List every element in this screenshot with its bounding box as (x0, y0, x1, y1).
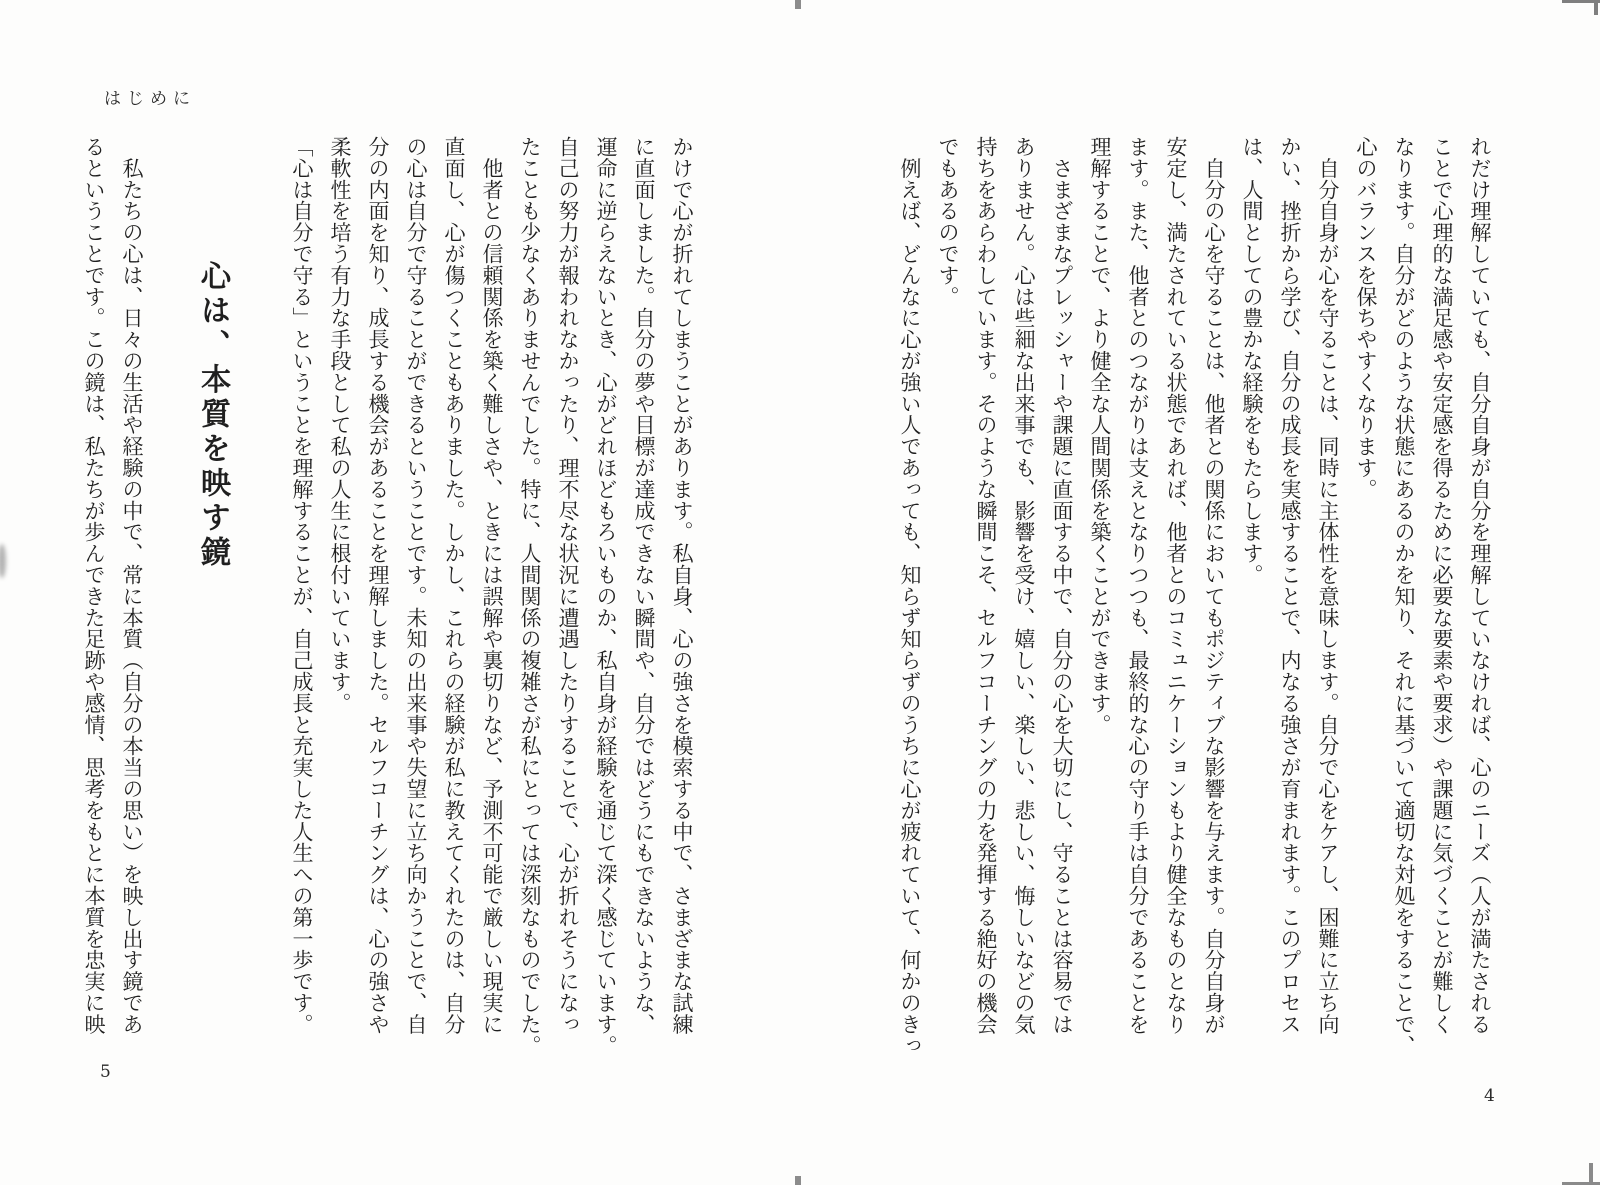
text-column: ことで心理的な満足感や安定感を得るために必要な要素や要求）や課題に気づくことが難しく (1430, 136, 1454, 1035)
text-column: 他者との信頼関係を築く難しさや、ときには誤解や裏切りなど、予測不可能で厳しい現実に (480, 136, 504, 1035)
text-column: ありません。心は些細な出来事でも、影響を受け、嬉しい、楽しい、悲しい、悔しいなどの気 (1012, 136, 1036, 1035)
text-column: れだけ理解していても、自分自身が自分を理解していなければ、心のニーズ（人が満たされる (1468, 136, 1492, 1035)
text-column: 例えば、どんなに心が強い人であっても、知らず知らずのうちに心が疲れていて、何かのきっ (898, 136, 922, 1057)
text-column: たことも少なくありませんでした。特に、人間関係の複雑さが私にとっては深刻なものでした。 (518, 136, 542, 1057)
text-column: 自己の努力が報われなかったり、理不尽な状況に遭遇したりすることで、心が折れそうになっ (556, 136, 580, 1035)
text-column: 安定し、満たされている状態であれば、他者とのコミュニケーションもより健全なものとなり (1164, 136, 1188, 1035)
running-header: はじめに (104, 89, 196, 109)
text-column: なります。自分がどのような状態にあるのかを知り、それに基づいて適切な対処をすることで、 (1392, 136, 1416, 1057)
text-column: でもあるのです。 (936, 136, 960, 308)
text-column: るということです。この鏡は、私たちが歩んできた足跡や感情、思考をもとに本質を忠実に映 (82, 136, 106, 1035)
text-column: かけで心が折れてしまうことがあります。私自身、心の強さを模索する中で、さまざまな試練 (670, 136, 694, 1035)
page-number-right: 4 (1484, 1086, 1495, 1106)
crop-mark-top-center (795, 0, 801, 9)
text-column: 分の内面を知り、成長する機会があることを理解しました。セルフコーチングは、心の強さや (366, 136, 390, 1035)
text-column: 理解することで、より健全な人間関係を築くことができます。 (1088, 136, 1112, 736)
page-4-text-block (891, 136, 1499, 1056)
text-column: 自分の心を守ることは、他者との関係においてもポジティブな影響を与えます。自分自身が (1202, 136, 1226, 1035)
page-5-text-block (75, 136, 701, 1056)
text-column: 運命に逆らえないとき、心がどれほどもろいものか、私自身が経験を通じて深く感じています。 (594, 136, 618, 1057)
text-column: かい、挫折から学び、自分の成長を実感することで、内なる強さが育まれます。このプロセス (1278, 136, 1302, 1035)
text-column: さまざまなプレッシャーや課題に直面する中で、自分の心を大切にし、守ることは容易では (1050, 136, 1074, 1035)
text-column: 持ちをあらわしています。そのような瞬間こそ、セルフコーチングの力を発揮する絶好の機会 (974, 136, 998, 1035)
text-column: 心のバランスを保ちやすくなります。 (1354, 136, 1378, 500)
text-column: 「心は自分で守る」ということを理解することが、自己成長と充実した人生への第一歩です。 (290, 136, 314, 1035)
text-column: 柔軟性を培う有力な手段として私の人生に根付いています。 (328, 136, 352, 714)
text-column: は、人間としての豊かな経験をもたらします。 (1240, 136, 1264, 586)
crop-mark-bottom-center (795, 1176, 801, 1185)
section-title: 心は、本質を映す鏡 (195, 260, 230, 571)
crop-mark-top-right-vertical (1594, 0, 1598, 15)
text-column: 自分自身が心を守ることは、同時に主体性を意味します。自分で心をケアし、困難に立ち向 (1316, 136, 1340, 1035)
text-column: 私たちの心は、日々の生活や経験の中で、常に本質（自分の本当の思い）を映し出す鏡であ (120, 136, 144, 1035)
text-column: 直面し、心が傷つくこともありました。しかし、これらの経験が私に教えてくれたのは、自分 (442, 136, 466, 1035)
scan-edge-smudge (0, 544, 6, 578)
text-column: の心は自分で守ることができるということです。未知の出来事や失望に立ち向かうことで、自 (404, 136, 428, 1035)
text-column: ます。また、他者とのつながりは支えとなりつつも、最終的な心の守り手は自分であることを (1126, 136, 1150, 1035)
page-number-left: 5 (100, 1062, 111, 1082)
text-column: に直面しました。自分の夢や目標が達成できない瞬間や、自分ではどうにもできないような、 (632, 136, 656, 1035)
